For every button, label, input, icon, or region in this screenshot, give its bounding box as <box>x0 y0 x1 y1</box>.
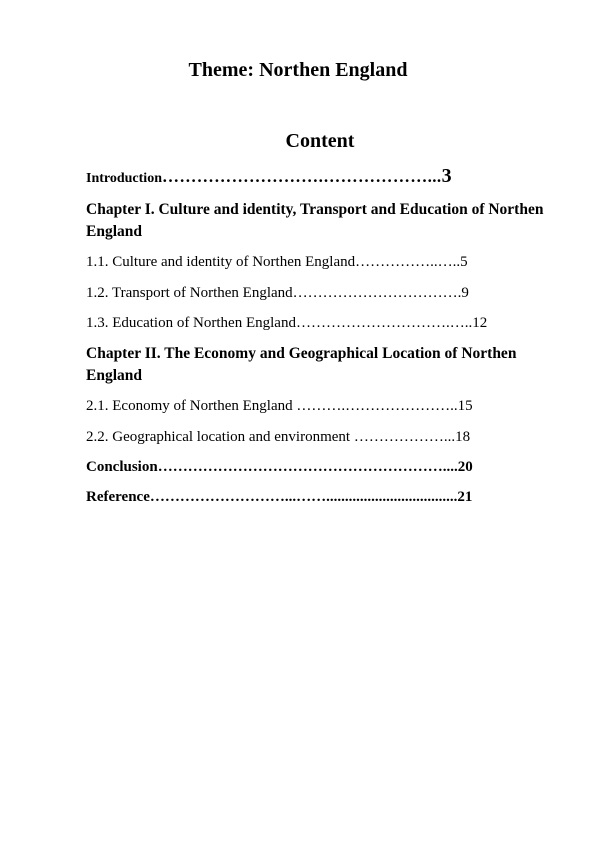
toc-chapter-2-title: Chapter II. The Economy and Geographical Location of Northen England <box>86 345 517 384</box>
toc-entry-1-2 <box>86 283 556 303</box>
toc-entry-label: Conclusion <box>86 459 158 475</box>
content-heading: Content <box>285 130 355 152</box>
toc-entry-conclusion <box>86 457 556 477</box>
toc-entry-introduction <box>86 166 556 189</box>
toc-entry-page: 21 <box>457 489 473 505</box>
toc-entry-label: 1.3. Education of Northen England <box>86 315 296 331</box>
toc-entry-page: 12 <box>472 315 488 331</box>
toc-chapter-1-title: Chapter I. Culture and identity, Transport and Education of Northen England <box>86 201 544 240</box>
toc-entry-label: Reference <box>86 489 150 505</box>
toc-entry-1-3 <box>86 313 556 333</box>
toc-entry-page: 15 <box>457 398 473 414</box>
toc-entry-page: 9 <box>461 285 469 301</box>
toc-entry-label: 1.2. Transport of Northen England <box>86 285 293 301</box>
toc-entry-leader: ……………………………. <box>292 285 462 301</box>
toc-entry-leader: ………………………….….. <box>295 315 473 331</box>
toc-entry-leader: ……….………………….. <box>296 398 458 414</box>
document-theme-title: Theme: Northen England <box>188 59 408 81</box>
toc-entry-page: 5 <box>460 254 468 270</box>
toc-entry-2-1 <box>86 396 556 416</box>
toc-entry-page: 20 <box>457 459 473 475</box>
toc-entry-leader: ………………………...……................................... <box>149 489 458 505</box>
toc-entry-label: 1.1. Culture and identity of Northen England <box>86 254 356 270</box>
toc-entry-label: Introduction <box>86 171 162 186</box>
toc-entry-page: 18 <box>455 429 471 445</box>
toc-entry-2-2 <box>86 427 556 447</box>
toc-entry-1-1 <box>86 252 556 272</box>
toc-entry-label: 2.2. Geographical location and environment <box>86 429 354 445</box>
toc-entry-reference <box>86 487 556 507</box>
toc-entry-label: 2.1. Economy of Northen England <box>86 398 297 414</box>
toc-entry-leader: ………………... <box>353 429 456 445</box>
toc-entry-leader: ……………………….………………... <box>161 167 442 186</box>
toc-entry-page: 3 <box>441 165 452 187</box>
toc-entry-leader: ………………………………………………….... <box>157 459 458 475</box>
toc-entry-leader: ……………..….. <box>355 254 461 270</box>
